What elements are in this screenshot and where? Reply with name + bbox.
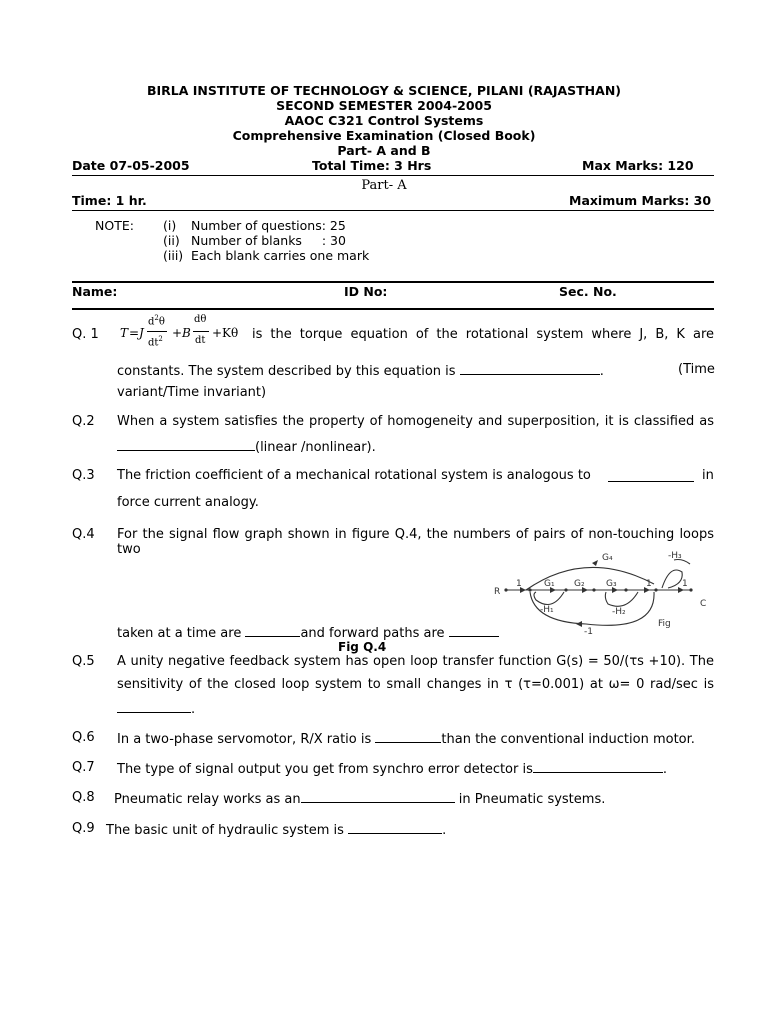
course-title: AAOC C321 Control Systems <box>284 113 484 128</box>
q2-text-b: (linear /nonlinear). <box>255 440 376 455</box>
note-label: NOTE: <box>95 218 134 233</box>
note-text-3: Each blank carries one mark <box>191 248 370 263</box>
q5-text-a: A unity negative feedback system has open loop transfer function G(s) = 50/(τs +10). The <box>117 654 714 669</box>
signal-flow-graph <box>486 546 714 636</box>
student-rule-bottom <box>72 308 714 310</box>
q9-text-b: . <box>442 823 447 838</box>
q5-number: Q.5 <box>72 654 95 669</box>
eq-fraction-bar-1 <box>147 331 167 332</box>
q8-number: Q.8 <box>72 790 95 805</box>
sfg-h1-loop <box>534 592 564 605</box>
sfg-h1-label: -H₁ <box>540 605 554 615</box>
q1-number: Q. 1 <box>72 327 99 342</box>
q3-answer-blank[interactable] <box>608 469 694 482</box>
q7-number: Q.7 <box>72 760 95 775</box>
q9-text-line <box>106 821 446 838</box>
eq-denominator-1: $dt^2$ <box>148 335 163 349</box>
q8-text-line <box>114 790 605 807</box>
eq-theta: θ <box>158 316 165 328</box>
eq-k: +Kθ <box>212 326 239 340</box>
eq-t: T <box>120 326 129 340</box>
sfg-one-c: 1 <box>682 579 688 589</box>
q4-loops-blank[interactable] <box>245 624 300 637</box>
q7-answer-blank[interactable] <box>533 760 663 773</box>
max-marks: Max Marks: 120 <box>582 158 694 173</box>
fig-q4-caption: Fig Q.4 <box>338 640 387 654</box>
header-rule <box>72 175 714 176</box>
sfg-h3-label: -H₃ <box>668 551 682 561</box>
q1-text-b-line <box>117 362 604 379</box>
q3-text-a: The friction coefficient of a mechanical rotational system is analogous to <box>117 468 591 483</box>
eq-dt: dt <box>148 337 159 349</box>
q5-text-c-line <box>117 700 195 717</box>
part-a-title: Part- A <box>361 178 407 193</box>
q4-number: Q.4 <box>72 527 95 542</box>
q7-text-line <box>117 760 667 777</box>
q1-text-a: is the torque equation of the rotational system where J, B, K are <box>252 327 714 342</box>
sfg-h2-label: -H₂ <box>612 607 626 617</box>
q9-answer-blank[interactable] <box>348 821 442 834</box>
q4-text-c: and forward paths are <box>300 626 445 641</box>
note-num-3: (iii) <box>163 248 184 263</box>
q2-text-b-line <box>117 438 376 455</box>
sfg-g2-label: G₂ <box>574 579 585 589</box>
eq-plus: + <box>172 326 183 340</box>
q6-number: Q.6 <box>72 730 95 745</box>
sec-label: Sec. No. <box>559 284 617 299</box>
q5-text-c: . <box>191 702 196 717</box>
eq-denominator-2: dt <box>195 335 206 346</box>
part-a-time: Time: 1 hr. <box>72 193 147 208</box>
q1-equation <box>118 312 248 356</box>
q4-paths-blank[interactable] <box>449 624 499 637</box>
sfg-one-a: 1 <box>516 579 522 589</box>
total-time: Total Time: 3 Hrs <box>312 158 432 173</box>
note-text-1: Number of questions: 25 <box>191 218 346 233</box>
sfg-g1-label: G₁ <box>544 579 555 589</box>
q8-text-b: in Pneumatic systems. <box>458 792 606 807</box>
q7-text-a: The type of signal output you get from synchro error detector is <box>117 762 533 777</box>
q1-text-b: constants. The system described by this equation is <box>117 364 456 379</box>
q6-text-b: than the conventional induction motor. <box>441 732 695 747</box>
q6-text-a: In a two-phase servomotor, R/X ratio is <box>117 732 372 747</box>
q1-text-b-end: . <box>599 364 604 379</box>
eq-d: d <box>148 316 155 328</box>
eq-b: B <box>182 326 191 340</box>
eq-numerator-2: dθ <box>194 314 207 325</box>
q4-text-b: taken at a time are <box>117 626 242 641</box>
q6-answer-blank[interactable] <box>375 730 441 743</box>
part-a-max-marks: Maximum Marks: 30 <box>569 193 712 208</box>
q8-answer-blank[interactable] <box>301 790 455 803</box>
sfg-one-b: 1 <box>646 579 652 589</box>
sfg-self-loop <box>662 570 682 588</box>
eq-numerator-1: $d^2\theta$ <box>148 314 165 328</box>
note-text-2: Number of blanks : 30 <box>191 233 346 248</box>
q6-text-line <box>117 730 695 747</box>
q8-text-a: Pneumatic relay works as an <box>114 792 301 807</box>
q9-text-a: The basic unit of hydraulic system is <box>106 823 344 838</box>
sfg-g4-label: G₄ <box>602 553 613 563</box>
q4-text-a: For the signal flow graph shown in figure Q.4, the numbers of pairs of non-touching loops two <box>117 527 714 557</box>
eq-equals: = <box>129 326 140 340</box>
eq-fraction-bar-2 <box>193 331 209 332</box>
semester-title: SECOND SEMESTER 2004-2005 <box>276 98 492 113</box>
sfg-minus-one-label: -1 <box>584 627 593 636</box>
q1-text-d: variant/Time invariant) <box>117 385 267 400</box>
q3-number: Q.3 <box>72 468 95 483</box>
q1-text-c: (Time <box>678 362 715 377</box>
q2-text-a: When a system satisfies the property of homogeneity and superposition, it is classified as <box>117 414 714 429</box>
q3-text-a-end: in <box>702 468 714 483</box>
sfg-fig-label: Fig <box>658 619 671 629</box>
id-label: ID No: <box>344 284 388 299</box>
institute-title: BIRLA INSTITUTE OF TECHNOLOGY & SCIENCE, PILANI (RAJASTHAN) <box>146 83 621 98</box>
q1-answer-blank[interactable] <box>460 362 600 375</box>
eq-j: J <box>139 326 144 340</box>
q5-answer-blank[interactable] <box>117 700 191 713</box>
sfg-h2-loop <box>605 592 638 606</box>
q3-text-b: force current analogy. <box>117 495 259 510</box>
sfg-g3-label: G₃ <box>606 579 617 589</box>
student-rule-top <box>72 281 714 283</box>
q2-answer-blank[interactable] <box>117 438 255 451</box>
q4-text-b-line <box>117 624 499 641</box>
exam-date: Date 07-05-2005 <box>72 158 190 173</box>
q5-text-b: sensitivity of the closed loop system to small changes in τ (τ=0.001) at ω= 0 rad/sec is <box>117 677 714 692</box>
sfg-c-label: C <box>700 599 707 609</box>
part-a-rule <box>72 210 714 211</box>
q7-text-b: . <box>662 762 668 777</box>
note-num-1: (i) <box>163 218 177 233</box>
q2-number: Q.2 <box>72 414 95 429</box>
parts-title: Part- A and B <box>337 143 431 158</box>
note-num-2: (ii) <box>163 233 180 248</box>
q9-number: Q.9 <box>72 821 95 836</box>
exam-title: Comprehensive Examination (Closed Book) <box>232 128 536 143</box>
sfg-r-label: R <box>494 587 501 597</box>
name-label: Name: <box>72 284 118 299</box>
